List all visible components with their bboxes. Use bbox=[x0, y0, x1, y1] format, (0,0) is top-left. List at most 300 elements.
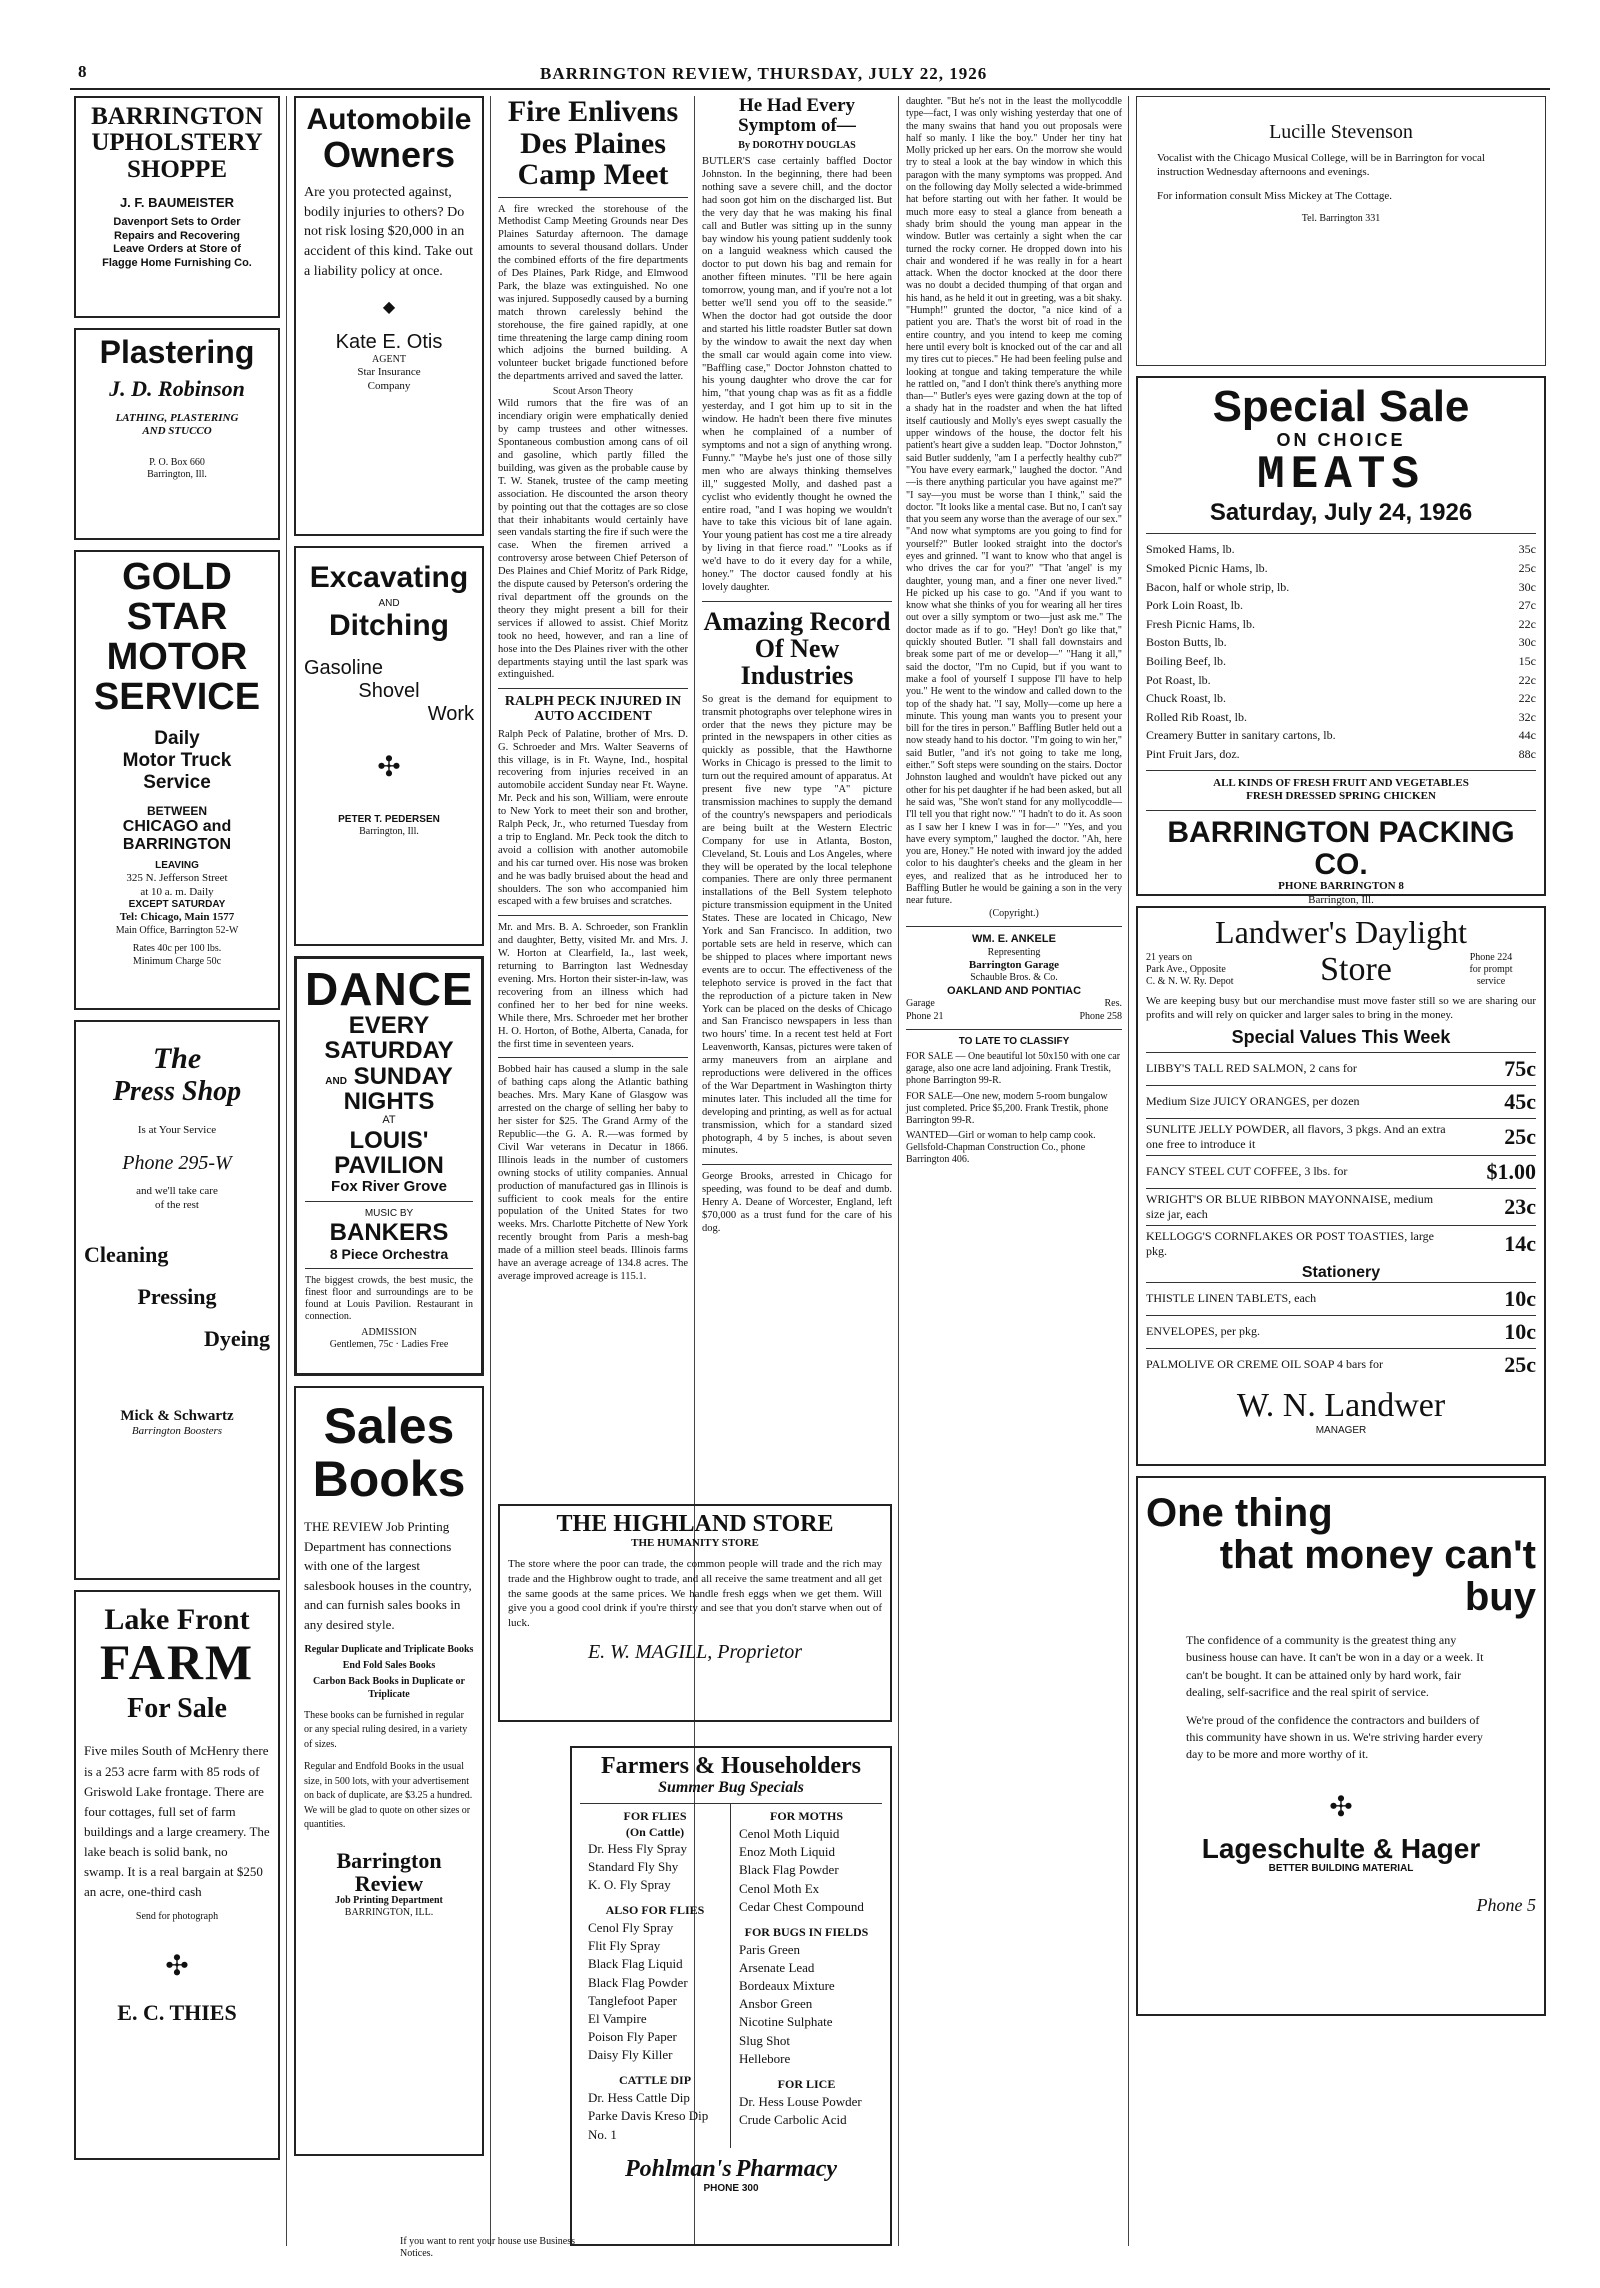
sales-books-ad bbox=[294, 1386, 484, 2156]
ad-line: BETWEEN bbox=[147, 803, 207, 818]
price-row bbox=[1146, 1155, 1536, 1188]
ad-line: BETTER BUILDING MATERIAL bbox=[1268, 1863, 1414, 1875]
ad-body: For information consult Miss Mickey at The Cottage. bbox=[1157, 189, 1393, 202]
product-item: Cenol Moth Ex bbox=[739, 1880, 820, 1896]
product-item: Cenol Moth Liquid bbox=[739, 1825, 840, 1841]
ad-line: Barrington Garage bbox=[968, 958, 1060, 971]
ad-body: Regular and Endfold Books in the usual size, in 500 lots, with your advertisement on back of duplicate, are $3.25 a hundred. We will be glad to quote on other sizes or quantities. bbox=[304, 1761, 473, 1831]
press-shop-ad bbox=[74, 1020, 280, 1580]
meat-item-name: Smoked Hams, lb. bbox=[1146, 542, 1235, 557]
ad-subtitle: Summer Bug Specials bbox=[658, 1779, 804, 1797]
product-item: Black Flag Powder bbox=[588, 1974, 688, 1990]
meat-item-name: Pork Loin Roast, lb. bbox=[1146, 598, 1244, 613]
ad-owner: J. F. BAUMEISTER bbox=[119, 194, 235, 210]
ad-title: DANCE bbox=[305, 963, 474, 1015]
meat-item-row bbox=[1146, 745, 1536, 764]
product-price: 10c bbox=[1504, 1318, 1536, 1344]
dance-ad bbox=[294, 956, 484, 1376]
product-column-right bbox=[731, 1804, 882, 2148]
ad-title: One thing bbox=[1146, 1491, 1333, 1535]
meat-item-row bbox=[1146, 633, 1536, 652]
ad-line: End Fold Sales Books bbox=[342, 1660, 436, 1672]
ad-line: OAKLAND AND PONTIAC bbox=[946, 984, 1082, 997]
ad-line: of the rest bbox=[155, 1198, 199, 1211]
ad-title: GOLD STAR bbox=[122, 556, 232, 638]
excavating-ad bbox=[294, 546, 484, 946]
meat-item-row bbox=[1146, 559, 1536, 578]
ad-line: Tel: Chicago, Main 1577 bbox=[119, 911, 235, 924]
product-name: PALMOLIVE OR CREME OIL SOAP 4 bars for bbox=[1146, 1357, 1383, 1371]
price-row bbox=[1146, 1315, 1536, 1348]
lake-front-farm-ad bbox=[74, 1590, 280, 2160]
ad-line: FRESH DRESSED SPRING CHICKEN bbox=[1246, 790, 1436, 803]
product-price: 14c bbox=[1504, 1230, 1536, 1256]
product-item: Ansbor Green bbox=[739, 1996, 813, 2012]
ad-line: Motor Truck bbox=[122, 749, 232, 771]
ornament-icon: ✣ bbox=[377, 752, 401, 784]
ad-owner: J. D. Robinson bbox=[109, 375, 245, 401]
ad-title: Special Sale bbox=[1212, 382, 1470, 431]
ad-line: Flagge Home Furnishing Co. bbox=[102, 257, 252, 269]
ad-line: MANAGER bbox=[1315, 1424, 1367, 1436]
ad-line: Representing bbox=[987, 946, 1041, 958]
ad-line: ADMISSION bbox=[361, 1327, 417, 1339]
classified-item: FOR SALE — One beautiful lot 50x150 with one car garage, also one acre land adjoining. Frank Trestik, phone Barrington 99-R. bbox=[906, 1050, 1121, 1087]
ad-line: AND bbox=[325, 1075, 347, 1087]
price-row bbox=[1146, 1188, 1536, 1225]
ad-title: Owners bbox=[322, 133, 456, 175]
product-name: ENVELOPES, per pkg. bbox=[1146, 1324, 1260, 1338]
ad-body: We're proud of the confidence the contractors and builders of this community have shown in us. We're striving harder every day to be more and more worthy of it. bbox=[1186, 1712, 1483, 1762]
ad-title: FARM bbox=[99, 1633, 255, 1690]
product-heading: FOR FLIES bbox=[623, 1809, 687, 1824]
ankele-ad bbox=[906, 933, 1122, 1023]
ad-owner: Review bbox=[354, 1870, 424, 1896]
ornament-icon: ✣ bbox=[165, 1950, 189, 1982]
landwer-info-row bbox=[1146, 951, 1536, 989]
upholstery-ad bbox=[74, 96, 280, 318]
ad-line: Barrington Boosters bbox=[131, 1425, 223, 1438]
ad-line: CHICAGO and bbox=[122, 817, 232, 835]
article-byline: By DOROTHY DOUGLAS bbox=[738, 139, 856, 151]
article-headline: RALPH PECK INJURED IN AUTO ACCIDENT bbox=[504, 694, 682, 724]
article-body: Bobbed hair has caused a slump in the sale of bathing caps along the Atlantic bathing beaches. Mrs. Mary Kane of Glasgow was arrested on the charge of selling her baby to her sister for $25. The Grand Army of the Republic—the G. A. R.—was formed by Civil War veterans in Decatur in 1866. Illinois leads in the number of customers owning stocks of utility companies. Annual production of manufactured gas in Illinois is sufficient to cook meals for the entire population of the United States for two weeks. Mrs. Charlotte Pitchette of New York recently brought from Paris a mesh-bag made of a million steel beads. Illinois farms have an average acreage of 134.8 acres. The average improved acreage is 115.1. bbox=[498, 1064, 688, 1282]
classified-item: WANTED—Girl or woman to help camp cook. Gellsfold-Chapman Construction Co., phone Barrington 406. bbox=[906, 1130, 1096, 1166]
lucille-ad bbox=[1136, 96, 1546, 366]
column-rule bbox=[1128, 96, 1129, 2246]
ad-line: LEAVING bbox=[155, 859, 199, 871]
meat-item-row bbox=[1146, 652, 1536, 671]
ad-body: Five miles South of McHenry there is a 253 acre farm with 85 rods of Griswold Lake frontage. There are four cottages, full set of farm buildings and a large creamery. The lake beach is solid bank, no swamp. It is a real bargain at $250 an acre, one-third cash bbox=[84, 1743, 270, 1900]
meat-item-price: 22c bbox=[1518, 691, 1536, 706]
meat-item-row bbox=[1146, 726, 1536, 745]
product-item: Parke Davis Kreso Dip No. 1 bbox=[588, 2108, 709, 2142]
ad-body: These books can be furnished in regular or any special ruling desired, in a variety of sizes. bbox=[304, 1709, 468, 1750]
article-body: Ralph Peck of Palatine, brother of Mrs. D. G. Schroeder and Mrs. Walter Seaverns of this village, is in Ft. Wayne, Ind., hospital recovering from injuries received in an automobile accident Sunday near Ft. Wayne. Mr. Peck and his son, William, were enroute to New York to meet their son and brother, Ralph Peck, Jr., who returned Tuesday from a trip to England. Mr. Peck took the ditch to avoid a collision with another automobile and his car turned over. His nose was broken and he was badly bruised about the head and shoulders. The son who accompanied him escaped with a few bruises and scratches. bbox=[498, 728, 688, 908]
ad-line: MUSIC BY bbox=[364, 1208, 414, 1220]
product-item: Nicotine Sulphate bbox=[739, 2014, 833, 2030]
meat-item-row bbox=[1146, 578, 1536, 597]
meat-item-name: Bacon, half or whole strip, lb. bbox=[1146, 579, 1290, 594]
classified-item: FOR SALE—One new, modern 5-room bungalow just completed. Price $5,200. Frank Trestik, phone Barrington 99-R. bbox=[906, 1090, 1109, 1126]
price-row bbox=[1146, 1225, 1536, 1262]
ad-line: P. O. Box 660 bbox=[149, 457, 205, 469]
product-price: 45c bbox=[1504, 1088, 1536, 1114]
product-item: Cenol Fly Spray bbox=[588, 1919, 674, 1935]
ad-phone: Phone 21 bbox=[906, 1010, 944, 1022]
product-name: Medium Size JUICY ORANGES, per dozen bbox=[1146, 1094, 1360, 1108]
ad-line: Gentlemen, 75c · Ladies Free bbox=[329, 1339, 449, 1351]
product-item: Dr. Hess Louse Powder bbox=[739, 2093, 862, 2109]
ad-title: Sales bbox=[323, 1398, 455, 1454]
ad-line: Job Printing Department bbox=[335, 1894, 443, 1906]
product-item: Standard Fly Shy bbox=[588, 1858, 679, 1874]
ad-title: THE HIGHLAND STORE bbox=[556, 1511, 834, 1537]
ad-subtitle: Stationery bbox=[1301, 1263, 1381, 1281]
filler-notice: If you want to rent your house use Business Notices. bbox=[400, 2236, 575, 2260]
product-heading: FOR LICE bbox=[777, 2077, 836, 2092]
article-headline: He Had Every Symptom of— bbox=[738, 95, 856, 136]
product-item: Hellebore bbox=[739, 2050, 791, 2066]
ad-title: For Sale bbox=[127, 1693, 227, 1724]
product-item: Enoz Moth Liquid bbox=[739, 1844, 836, 1860]
ad-body: THE REVIEW Job Printing Department has connections with one of the largest salesbook houses in the country, and can furnish sales books in any desired style. bbox=[304, 1519, 472, 1632]
ad-line: Repairs and Recovering bbox=[114, 229, 240, 242]
meat-item-price: 22c bbox=[1518, 672, 1536, 687]
ad-body: The confidence of a community is the greatest thing any business house can have. It can't be won in a day or a week. It can't be bought. It can be attained only by hard work, fair dealing, self-sacrifice and the real spirit of service. bbox=[1186, 1633, 1484, 1700]
meat-item-name: Fresh Picnic Hams, lb. bbox=[1146, 616, 1255, 631]
landwer-store-ad bbox=[1136, 906, 1546, 1466]
ad-line: Send for photograph bbox=[135, 1910, 219, 1922]
ad-line: 325 N. Jefferson Street bbox=[126, 871, 228, 884]
ad-body: The store where the poor can trade, the common people will trade and the rich may trade and the Highbrow ought to trade, and all receive the same treatment and all get the same goods at the same prices. We handle fresh eggs when we get them. Will give you a good cool drink if you're thirsty and see that you don't starve when out of luck. bbox=[508, 1557, 882, 1630]
newspaper-page bbox=[70, 56, 1550, 2260]
ad-service: Pressing bbox=[137, 1284, 217, 1310]
column-1 bbox=[74, 96, 280, 2170]
product-item: Paris Green bbox=[739, 1941, 801, 1957]
ad-line: AND STUCCO bbox=[142, 425, 212, 438]
ad-line: Garage bbox=[906, 998, 935, 1010]
ad-owner: E. C. THIES bbox=[117, 1999, 237, 2025]
store-name: Pohlman's bbox=[624, 2155, 732, 2182]
product-price: $1.00 bbox=[1486, 1158, 1536, 1184]
ad-title: MEATS bbox=[1256, 449, 1426, 502]
ad-line: Res. bbox=[1104, 998, 1122, 1010]
product-name: SUNLITE JELLY POWDER, all flavors, 3 pkgs. And an extra one free to introduce it bbox=[1146, 1121, 1446, 1151]
meat-item-row bbox=[1146, 689, 1536, 708]
ad-date: Saturday, July 24, 1926 bbox=[1209, 499, 1473, 527]
article-body: BUTLER'S case certainly baffled Doctor Johnston. In the beginning, there had been nothing save a severe chill, and the doctor had soon got him on the discharged list. But the very day that he was making his final call and Butler was sitting up in the sunny bay window his young patient suddenly took on a languid weakness which caused the doctor to put down his bag and remain for another fifteen minutes. "I'll be here again tomorrow, young man, and if you're not a lot better we'll send you off to the seaside." When the doctor had got outside the door and started his little roadster Butler sat down by the window to await the next day when the small car would again come into view. "Baffling case," Doctor Johnston chatted to his young daughter who drove the car for him, "that young chap was as fit as a fiddle yesterday, and I got him up to sit in the window. He hadn't been there five minutes when he complained of a number of symptoms and not a sign of anything wrong. Funny." "Maybe he's just one of those silly men who are always thinking themselves ill," suggested Molly, and dashed past a cyclist who evidently thought he owned the entire road, "and I was hoping we wouldn't have to take this vicious bit of lane again. Your young patient has cost me a tire already by living in that fierce road." "Looks as if we'd have to do it every day for a while, honey." The doctor caused fondly at his lovely daughter. bbox=[702, 156, 892, 593]
ad-line: LATHING, PLASTERING bbox=[115, 411, 239, 424]
ad-body: Are you protected against, bodily injuries to others? Do not risk losing $20,000 in an accident of this kind. Take out a liability policy at once. bbox=[304, 185, 474, 279]
meat-item-name: Pot Roast, lb. bbox=[1146, 672, 1211, 687]
ad-title: LOUIS' bbox=[349, 1126, 429, 1154]
classified-heading: TO LATE TO CLASSIFY bbox=[958, 1035, 1070, 1047]
ornament-icon: ◆ bbox=[382, 299, 396, 317]
meat-item-price: 25c bbox=[1518, 561, 1536, 576]
ad-body: We are keeping busy but our merchandise must move faster still so we are sharing our profits and will rely on quicker and larger sales to bring in the money. bbox=[1146, 995, 1536, 1021]
ad-line: and we'll take care bbox=[136, 1184, 218, 1197]
meat-item-price: 30c bbox=[1518, 579, 1536, 594]
ad-title: The bbox=[152, 1042, 202, 1075]
ad-owner: E. W. MAGILL, Proprietor bbox=[587, 1641, 803, 1664]
auto-insurance-ad bbox=[294, 96, 484, 536]
ad-title: Ditching bbox=[329, 608, 449, 642]
meat-item-price: 15c bbox=[1518, 654, 1536, 669]
ad-line: THE HUMANITY STORE bbox=[631, 1537, 759, 1550]
product-item: Flit Fly Spray bbox=[588, 1938, 661, 1954]
product-item: Daisy Fly Killer bbox=[588, 2047, 673, 2063]
gold-star-ad bbox=[74, 550, 280, 1010]
ad-phone: PHONE BARRINGTON 8 bbox=[1278, 880, 1404, 893]
meats-sale-ad bbox=[1136, 376, 1546, 906]
column-rule bbox=[898, 96, 899, 2246]
meat-item-row bbox=[1146, 540, 1536, 559]
ad-owner: PETER T. PEDERSEN bbox=[338, 814, 440, 826]
product-price: 25c bbox=[1504, 1351, 1536, 1377]
ad-line: service bbox=[1476, 976, 1506, 988]
ad-title: Automobile bbox=[306, 103, 472, 136]
ad-phone: Phone 258 bbox=[1079, 1010, 1122, 1022]
meat-item-row bbox=[1146, 708, 1536, 727]
ad-line: Carbon Back Books in Duplicate or Triplicate bbox=[313, 1676, 465, 1700]
column-4 bbox=[702, 96, 892, 1236]
ad-line: Park Ave., Opposite bbox=[1146, 963, 1226, 975]
meat-item-price: 30c bbox=[1518, 635, 1536, 650]
ad-title: SUNDAY bbox=[353, 1062, 453, 1090]
ad-line: Work bbox=[427, 703, 474, 726]
meat-item-price: 22c bbox=[1518, 616, 1536, 631]
product-name: LIBBY'S TALL RED SALMON, 2 cans for bbox=[1146, 1061, 1357, 1075]
ad-line: Barrington, Ill. bbox=[359, 826, 419, 838]
product-grid bbox=[580, 1803, 882, 2148]
ad-phone: Phone 224 bbox=[1469, 951, 1513, 963]
ad-line: Rates 40c per 100 lbs. bbox=[132, 943, 222, 955]
ad-line: Is at Your Service bbox=[137, 1124, 217, 1136]
ad-line: Davenport Sets to Order bbox=[113, 215, 241, 228]
column-rule bbox=[286, 96, 287, 2246]
ad-owner: W. N. Landwer bbox=[1236, 1386, 1446, 1424]
meat-item-row bbox=[1146, 596, 1536, 615]
ad-title: UPHOLSTERY bbox=[91, 129, 263, 157]
product-item: Tanglefoot Paper bbox=[588, 1992, 677, 2008]
article-body: A fire wrecked the storehouse of the Methodist Camp Meeting Grounds near Des Plaines Saturday afternoon. The damage amounts to several thousand dollars. Under the combined efforts of the fire departments of Des Plaines, Park Ridge, and Elmwood Park, the blaze was extinguished. No one was injured. Supposedly caused by a burning match thrown carelessly behind the storehouse, the fire gained rapidly, at one time threatening the large camp dining room which adjoins the burned building. A volunteer bucket brigade functioned before the departments arrived and saved the latter. bbox=[498, 203, 688, 383]
ad-title: SATURDAY bbox=[324, 1037, 454, 1065]
product-price: 23c bbox=[1504, 1193, 1536, 1219]
product-heading: FOR BUGS IN FIELDS bbox=[744, 1924, 869, 1939]
ad-owner: WM. E. ANKELE bbox=[972, 932, 1056, 945]
plastering-ad bbox=[74, 328, 280, 540]
column-2 bbox=[294, 96, 484, 2166]
product-item: Crude Carbolic Acid bbox=[739, 2112, 847, 2128]
price-row bbox=[1146, 1052, 1536, 1085]
ornament-icon: ✣ bbox=[1329, 1791, 1353, 1823]
ad-line: Service bbox=[143, 771, 211, 793]
article-copyright: (Copyright.) bbox=[989, 907, 1039, 919]
column-6 bbox=[1136, 96, 1546, 2026]
product-name: KELLOGG'S CORNFLAKES OR POST TOASTIES, large pkg. bbox=[1146, 1228, 1434, 1258]
ad-owner: Kate E. Otis bbox=[335, 331, 443, 354]
price-row bbox=[1146, 1118, 1536, 1155]
ad-title: Landwer's Daylight bbox=[1215, 914, 1467, 950]
ad-phone: Phone 295-W bbox=[122, 1151, 232, 1174]
article-body: George Brooks, arrested in Chicago for speeding, was found to be deaf and dumb. Henry A. Deane of Worcester, England, left $70,000 as a trust fund for the care of his dog. bbox=[702, 1171, 892, 1235]
meat-item-price: 27c bbox=[1518, 598, 1536, 613]
ad-body: Vocalist with the Chicago Musical College, will be in Barrington for vocal instruction Wednesday afternoons and evenings. bbox=[1157, 152, 1485, 178]
ad-owner: Lageschulte & Hager bbox=[1201, 1832, 1481, 1864]
ad-service: Cleaning bbox=[84, 1242, 169, 1268]
ad-line: AND bbox=[378, 597, 400, 609]
stationery-price-list bbox=[1146, 1282, 1536, 1381]
product-item: Poison Fly Paper bbox=[588, 2029, 677, 2045]
ad-title: Farmers & Householders bbox=[601, 1753, 861, 1779]
ad-line: Leave Orders at Store of bbox=[113, 243, 241, 256]
product-price: 10c bbox=[1504, 1285, 1536, 1311]
ad-line: Star Insurance bbox=[357, 366, 421, 379]
newspaper-dateline: BARRINGTON REVIEW, THURSDAY, JULY 22, 1926 bbox=[540, 64, 988, 83]
store-phone: PHONE 300 bbox=[703, 2182, 759, 2194]
meat-item-name: Pint Fruit Jars, doz. bbox=[1146, 747, 1240, 762]
article-body: daughter. "But he's not in the least the mollycoddle type—fact, I was only wishing yesterday that one of the many swains that hand you out proposals were half so manly. I like the boy." Under her tiny hat Molly pricked up her ears. On the morrow she would try to steal a look at the bay window in which this paragon with the many symptoms was propped. And on the following day Molly selected a wide-brimmed hat before starting out with her father. It would be much more easy to steal a glance from beneath a shady brim should the young man appear in the window. Butler was certainly a sight when the car turned the rocky corner. He dropped down into his chair and wondered if he was really in for a heart attack. When the doctor knocked at the door there was no doubt a decided thumping of that organ and his hand, as he held it out in greeting, was a bit shaky. "Humph!" grunted the doctor, "a nice kind of a patient you are. That's the worst bit of road in the entire country, and you intend to keep me coming here until every bolt is knocked out of the car and all my tires cut to pieces." He had been feeling pulse and looking at tongue and taking temperature the while he rattled on, "and I don't think there's anything more than—" Butler's eyes were gazing down at the top of a shady hat in the roadster and when the hat lifted itself cautiously and Molly's eyes swept casually the upper windows of the house, the doctor felt his patient's heart give a sudden leap. "Doctor Johnston," said Butler suddenly, "am I a perfectly healthy cub?" "You have every earmark," laughed the doctor. "And—is there anything particular you have against me?" "I say—you must be worse than I think," said the doctor. "It looks like a mental case. But no, I can't say that you seem any worse than the average of our sex." "And now what symptoms are you going to find for yourself?" Butler looked straight into the doctor's eyes and grinned. "I want to know who that angel is who drives the car for you?" "That 'angel' is my daughter, young man, and a finer one never lived." He picked up his case to go. "And if you want to know what she thinks of you for wearing all her tires out over a silly symptom or two—just ask me." The doctor made as if to go. "Hey! Don't go like that," quickly shouted Butler. "I shall fall downstairs and break some part of me or develop—" "Hang it all," said the doctor, "I'm no Cupid, but if you want to make a fool of yourself I suppose I'll have to help you." He went to the window and called down to the top of the shady hat. "I say, Molly—come up here a minute. This young man wants you to present your bill for the tires in person." Baffling Butler held out a now steady hand to his doctor. "I'm going to win her," said Butler, "and it's not going to take me long, either." Soft steps were sounding on the stairs. Doctor Johnston laughed and wouldn't have picked out any other for his pet daughter if he had been asked, but all he said was, "She won't stand for any mollycoddle—I'll tell you that right now." "I hadn't to do it. As soon as I saw her I knew I was in for—" "Yes, and you have every symptom," laughed the doctor. "Ah, here you are, Honey." He noted with inward joy the added color to his daughter's cheeks and the gleam in her eyes, and realized that as he introduced her to Baffling Butler he would be gaining a son in the very near future. bbox=[906, 96, 1122, 907]
meat-item-price: 32c bbox=[1518, 709, 1536, 724]
page-number: 8 bbox=[78, 62, 87, 81]
ad-line: Fox River Grove bbox=[331, 1178, 447, 1196]
lageschulte-ad bbox=[1136, 1476, 1546, 2016]
meat-item-name: Rolled Rib Roast, lb. bbox=[1146, 709, 1248, 724]
ad-phone: Phone 5 bbox=[1476, 1895, 1536, 1916]
meat-item-name: Boston Butts, lb. bbox=[1146, 635, 1227, 650]
ad-title: NIGHTS bbox=[343, 1087, 435, 1115]
product-heading: (On Cattle) bbox=[625, 1824, 685, 1839]
article-headline: Fire Enlivens Des Plaines Camp Meet bbox=[498, 96, 688, 198]
ad-title: Lake Front bbox=[104, 1603, 250, 1636]
meat-item-row bbox=[1146, 671, 1536, 690]
ad-line: Daily bbox=[154, 727, 200, 749]
ad-line: Gasoline bbox=[304, 657, 383, 680]
ad-line: EXCEPT SATURDAY bbox=[128, 899, 226, 911]
product-item: Black Flag Liquid bbox=[588, 1956, 683, 1972]
ad-title: EVERY bbox=[348, 1012, 430, 1040]
meat-item-price: 35c bbox=[1518, 542, 1536, 557]
ad-line: Shovel bbox=[358, 680, 420, 703]
ad-service: Dyeing bbox=[204, 1326, 270, 1352]
ad-body: The biggest crowds, the best music, the finest floor and surroundings are to be found at Louis Pavilion. Restaurant in connection. bbox=[305, 1274, 473, 1323]
ad-line: AGENT bbox=[372, 354, 406, 366]
ad-title: PAVILION bbox=[334, 1151, 444, 1179]
price-row bbox=[1146, 1085, 1536, 1118]
article-body: Wild rumors that the fire was of an incendiary origin were emphatically denied by camp trustees and other witnesses. Spontaneous combustion among cans of oil and gasoline, which partly filled the building, was given as the probable cause by T. W. Stanek, trustee of the camp meeting association. He discounted the arson theory by pointing out that the cottages are so close that their inhabitants would certainly have seen vandals starting the fire if such were the case. When the firemen arrived a controversy arose between Chief Peterson of Des Plaines and Chief Moritz of Park Ridge, the dispute caused by Peterson's ordering the rival department off the grounds on the theory they might present a bill for their services if allowed to assist. Chief Moritz took no heed, however, and ran a line of hose into the Des Plaines river with the other departments staying until the last spark was extinguished. bbox=[498, 398, 688, 681]
ad-title: Lucille Stevenson bbox=[1269, 121, 1413, 143]
ad-title: MOTOR bbox=[106, 635, 248, 678]
product-name: WRIGHT'S OR BLUE RIBBON MAYONNAISE, medium size jar, each bbox=[1146, 1191, 1434, 1221]
ad-line: C. & N. W. Ry. Depot bbox=[1146, 976, 1234, 988]
ad-title: Store bbox=[1320, 951, 1392, 988]
ad-line: BARRINGTON bbox=[122, 835, 232, 853]
ad-title: BANKERS bbox=[329, 1219, 449, 1247]
column-3 bbox=[498, 96, 688, 1284]
ad-line: Regular Duplicate and Triplicate Books bbox=[304, 1644, 474, 1655]
ad-title: BARRINGTON bbox=[91, 103, 263, 130]
masthead bbox=[70, 56, 1550, 90]
ad-title: Excavating bbox=[309, 561, 469, 594]
pharmacy-bug-specials-ad bbox=[570, 1746, 892, 2246]
ad-line: Barrington, Ill. bbox=[1308, 893, 1374, 906]
product-item: Cedar Chest Compound bbox=[739, 1898, 864, 1914]
ad-title: SHOPPE bbox=[126, 155, 227, 183]
product-heading: ALSO FOR FLIES bbox=[605, 1903, 705, 1918]
meat-price-list bbox=[1146, 540, 1536, 763]
ad-line: 8 Piece Orchestra bbox=[329, 1245, 449, 1262]
meat-item-name: Creamery Butter in sanitary cartons, lb. bbox=[1146, 728, 1336, 743]
product-column-left bbox=[580, 1804, 731, 2148]
ad-line: ON CHOICE bbox=[1276, 430, 1406, 451]
ad-line: Barrington, Ill. bbox=[147, 469, 207, 481]
meat-item-price: 88c bbox=[1518, 747, 1536, 762]
meat-item-name: Boiling Beef, lb. bbox=[1146, 654, 1226, 669]
ad-line: ALL KINDS OF FRESH FRUIT AND VEGETABLES bbox=[1213, 776, 1469, 789]
ad-line: BARRINGTON, ILL. bbox=[344, 1907, 434, 1919]
ad-line: Main Office, Barrington 52-W bbox=[115, 925, 239, 937]
highland-store-ad bbox=[498, 1504, 892, 1722]
ad-owner: BARRINGTON PACKING CO. bbox=[1167, 816, 1515, 881]
product-item: K. O. Fly Spray bbox=[588, 1876, 671, 1892]
article-headline: Amazing Record Of New Industries bbox=[703, 606, 891, 691]
product-heading: FOR MOTHS bbox=[769, 1809, 843, 1824]
store-name: Pharmacy bbox=[735, 2155, 838, 2182]
ad-line: 21 years on bbox=[1146, 951, 1193, 963]
ad-owner: Barrington bbox=[336, 1847, 442, 1873]
column-rule bbox=[490, 96, 491, 2246]
meat-item-name: Smoked Picnic Hams, lb. bbox=[1146, 561, 1268, 576]
product-price: 75c bbox=[1504, 1055, 1536, 1081]
ad-line: Minimum Charge 50c bbox=[132, 955, 222, 967]
column-5 bbox=[906, 96, 1122, 1167]
ad-line: AT bbox=[382, 1114, 396, 1127]
ad-owner: Mick & Schwartz bbox=[120, 1408, 234, 1425]
product-heading: CATTLE DIP bbox=[618, 2073, 692, 2088]
price-row bbox=[1146, 1282, 1536, 1315]
article-body: So great is the demand for equipment to transmit photographs over telephone wires in order that the news they picture may be printed in the newspapers in other cities as quickly as possible, that the Hawthorne Works in Chicago is pressed to the limit to turn out the required amount of apparatus. At present five new type "A" picture transmission machines to supply the demand of the country's newspapers and periodicals are being built at the Western Electric Company for use in Atlanta, Boston, Cleveland, St. Louis and Los Angeles, where they will be operated by the local telephone companies. There are only three permanent installations of the Bell System telephoto picture transmission equipment in the United States. These are located in Chicago, New York and San Francisco. In addition, two portable sets are held in reserve, which can be shipped to places where important news events are to occur. The effectiveness of the telephoto service is proved in the fact that the reproduction of a picture taken in New York can be placed on the desks of Chicago and San Francisco newspapers in less than two hours' time. In a recent test held at Fort Leavenworth, Kansas, pictures were taken of army maneuvers from an airplane and reproductions were delivered in the offices of the War Department in Washington thirty minutes later. This included all the time for developing and printing, as well as for actual transmission, which for a standard sized photograph, 4 by 5 inches, is about seven minutes. bbox=[702, 693, 892, 1157]
article-subhead: Scout Arson Theory bbox=[552, 386, 634, 398]
meat-item-price: 44c bbox=[1518, 728, 1536, 743]
ad-subtitle: Special Values This Week bbox=[1231, 1026, 1451, 1047]
product-name: THISTLE LINEN TABLETS, each bbox=[1146, 1291, 1317, 1305]
product-item: Black Flag Powder bbox=[739, 1862, 839, 1878]
ad-line: Company bbox=[367, 380, 411, 393]
pharmacy-logo bbox=[580, 2156, 882, 2195]
ad-line: at 10 a. m. Daily bbox=[140, 885, 214, 898]
product-item: El Vampire bbox=[588, 2010, 647, 2026]
ad-title: SERVICE bbox=[93, 675, 261, 718]
product-item: Bordeaux Mixture bbox=[739, 1978, 835, 1994]
product-item: Dr. Hess Cattle Dip bbox=[588, 2090, 690, 2106]
ad-title: that money can't buy bbox=[1219, 1533, 1536, 1619]
ad-phone: Tel. Barrington 331 bbox=[1301, 213, 1381, 225]
ad-title: Books bbox=[312, 1450, 466, 1507]
meat-item-row bbox=[1146, 615, 1536, 634]
product-item: Slug Shot bbox=[739, 2032, 790, 2048]
product-name: FANCY STEEL CUT COFFEE, 3 lbs. for bbox=[1146, 1164, 1348, 1178]
product-item: Arsenate Lead bbox=[739, 1959, 815, 1975]
grocery-price-list bbox=[1146, 1052, 1536, 1262]
ad-line: Schauble Bros. & Co. bbox=[970, 972, 1058, 984]
price-row bbox=[1146, 1348, 1536, 1381]
meat-item-name: Chuck Roast, lb. bbox=[1146, 691, 1226, 706]
ad-title: Plastering bbox=[99, 334, 255, 370]
product-item: Dr. Hess Fly Spray bbox=[588, 1840, 687, 1856]
product-price: 25c bbox=[1504, 1123, 1536, 1149]
ad-line: for prompt bbox=[1469, 963, 1513, 975]
